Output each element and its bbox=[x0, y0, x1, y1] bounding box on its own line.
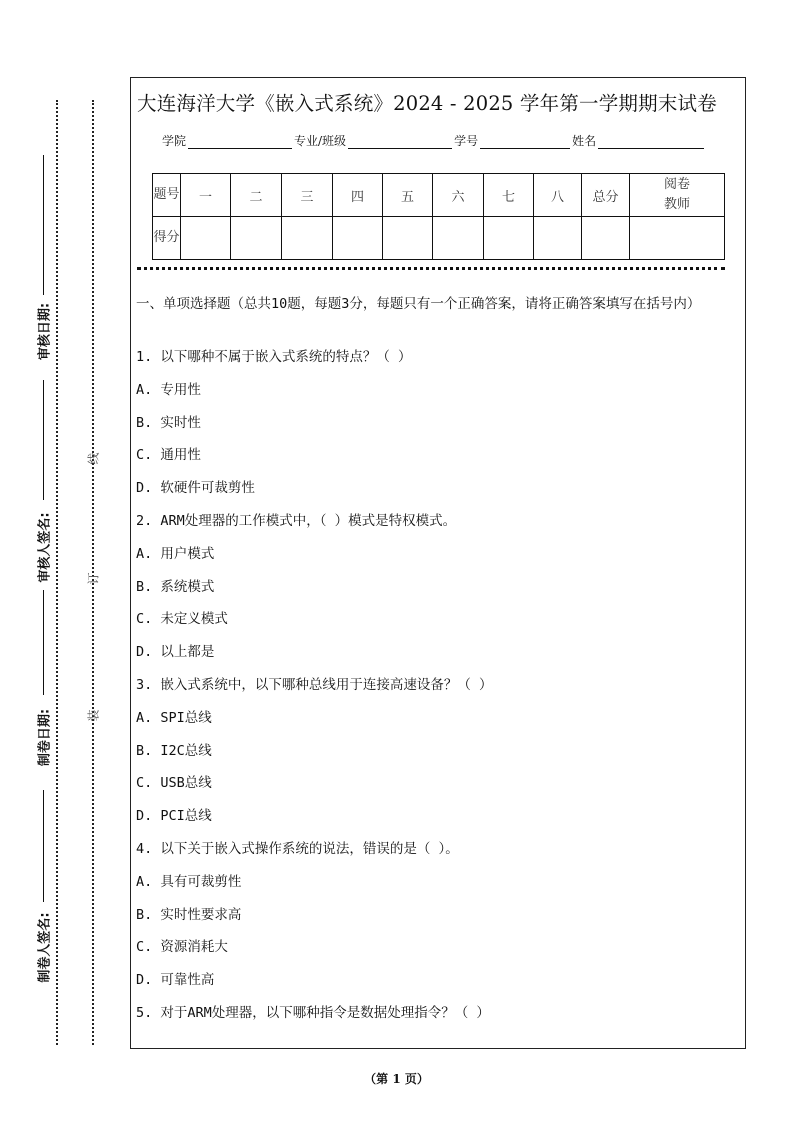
option-item: C. USB总线 bbox=[136, 775, 212, 792]
header-cell: 三 bbox=[282, 174, 333, 217]
row-label: 得分 bbox=[153, 217, 181, 260]
mark-zhuang: 装 bbox=[86, 709, 101, 722]
maker-sign-label: 制卷人签名: bbox=[37, 912, 53, 983]
option-item: A. SPI总线 bbox=[136, 709, 212, 726]
header-cell: 一 bbox=[181, 174, 231, 217]
option-item: B. 实时性要求高 bbox=[136, 906, 242, 923]
college-field[interactable] bbox=[188, 135, 292, 149]
exam-title: 大连海洋大学《嵌入式系统》2024 - 2025 学年第一学期期末试卷 bbox=[137, 92, 717, 115]
mark-xian: 线 bbox=[86, 452, 101, 465]
binding-dotted-line bbox=[56, 100, 58, 1045]
section-heading: 一、单项选择题（总共10题，每题3分，每题只有一个正确答案，请将正确答案填写在括号内） bbox=[136, 296, 701, 312]
header-cell: 总分 bbox=[582, 174, 630, 217]
option-item: B. 实时性 bbox=[136, 414, 201, 431]
score-cell[interactable] bbox=[181, 217, 231, 260]
question-1: 1. 以下哪种不属于嵌入式系统的特点？（ ） bbox=[136, 349, 412, 365]
score-cell[interactable] bbox=[282, 217, 333, 260]
major-label: 专业/班级 bbox=[294, 134, 347, 148]
question-3: 3. 嵌入式系统中，以下哪种总线用于连接高速设备？（ ） bbox=[136, 677, 493, 693]
name-field[interactable] bbox=[598, 135, 704, 149]
option-item: B. 系统模式 bbox=[136, 578, 215, 595]
question-4: 4. 以下关于嵌入式操作系统的说法，错误的是（ ）。 bbox=[136, 841, 459, 857]
score-cell[interactable] bbox=[630, 217, 725, 260]
option-item: D. 以上都是 bbox=[136, 644, 215, 661]
college-label: 学院 bbox=[162, 134, 187, 148]
option-item: B. I2C总线 bbox=[136, 742, 212, 759]
student-info bbox=[162, 132, 706, 149]
mark-ding: 订 bbox=[86, 572, 101, 585]
header-cell: 题号 bbox=[153, 174, 181, 217]
score-table-header bbox=[153, 174, 725, 217]
reviewer-sign-label: 审核人签名: bbox=[37, 512, 53, 583]
score-row bbox=[153, 217, 725, 260]
option-item: D. 软硬件可裁剪性 bbox=[136, 480, 255, 497]
header-cell: 七 bbox=[484, 174, 534, 217]
header-cell: 阅卷教师 bbox=[630, 174, 725, 217]
question-5: 5. 对于ARM处理器，以下哪种指令是数据处理指令？（ ） bbox=[136, 1005, 490, 1021]
score-cell[interactable] bbox=[582, 217, 630, 260]
name-label: 姓名 bbox=[572, 134, 597, 148]
make-date-label: 制卷日期: bbox=[37, 708, 53, 767]
header-cell: 四 bbox=[333, 174, 383, 217]
option-item: C. 未定义模式 bbox=[136, 611, 228, 628]
review-date-line bbox=[43, 155, 44, 295]
maker-sign-line bbox=[43, 790, 44, 902]
make-date-line bbox=[43, 590, 44, 695]
score-cell[interactable] bbox=[534, 217, 582, 260]
question-2: 2. ARM处理器的工作模式中，（ ）模式是特权模式。 bbox=[136, 513, 457, 529]
page-number: （第 1 页） bbox=[364, 1072, 429, 1086]
option-item: D. PCI总线 bbox=[136, 808, 212, 825]
score-cell[interactable] bbox=[231, 217, 282, 260]
reviewer-sign-line bbox=[43, 380, 44, 500]
score-cell[interactable] bbox=[484, 217, 534, 260]
option-item: D. 可靠性高 bbox=[136, 972, 215, 989]
score-cell[interactable] bbox=[383, 217, 433, 260]
score-cell[interactable] bbox=[433, 217, 484, 260]
review-date-label: 审核日期: bbox=[37, 302, 53, 361]
score-cell[interactable] bbox=[333, 217, 383, 260]
separator-dotted bbox=[137, 267, 725, 270]
score-table bbox=[152, 173, 725, 260]
option-item: C. 通用性 bbox=[136, 447, 201, 464]
option-item: A. 专用性 bbox=[136, 381, 201, 398]
major-field[interactable] bbox=[348, 135, 452, 149]
option-item: A. 用户模式 bbox=[136, 545, 215, 562]
header-cell: 八 bbox=[534, 174, 582, 217]
option-item: C. 资源消耗大 bbox=[136, 939, 228, 956]
header-cell: 五 bbox=[383, 174, 433, 217]
header-cell: 二 bbox=[231, 174, 282, 217]
header-cell: 六 bbox=[433, 174, 484, 217]
student-id-label: 学号 bbox=[454, 134, 479, 148]
student-id-field[interactable] bbox=[480, 135, 570, 149]
option-item: A. 具有可裁剪性 bbox=[136, 873, 242, 890]
